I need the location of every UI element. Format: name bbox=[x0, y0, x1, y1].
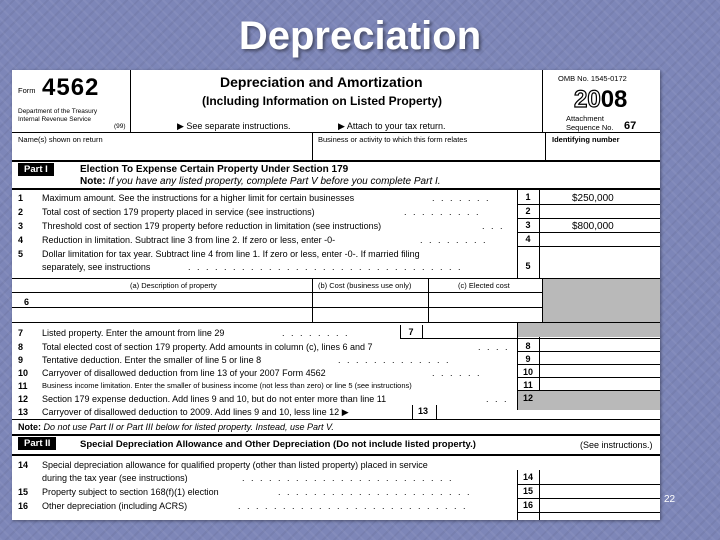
attach-return: ▶ Attach to your tax return. bbox=[338, 121, 446, 131]
part2-badge: Part II bbox=[18, 437, 56, 450]
line-2: 2 Total cost of section 179 property placed in service (see instructions) . . . . . . . . . 2 bbox=[18, 206, 531, 217]
final-note: Do not use Part II or Part III below for listed property. Instead, use Part V. bbox=[43, 422, 334, 432]
line-16: 16 Other depreciation (including ACRS) . . . . . . . . . . . . . . . . . . . . . . . . . . 16 bbox=[18, 500, 533, 511]
dept-line1: Department of the Treasury bbox=[18, 108, 98, 115]
slide-title: Depreciation bbox=[238, 14, 482, 58]
col-a-header: (a) Description of property bbox=[130, 281, 217, 290]
part2-heading: Special Depreciation Allowance and Other Depreciation (Do not include listed property.) bbox=[80, 439, 476, 450]
line-6-number: 6 bbox=[24, 297, 30, 307]
line-14: 14 Special depreciation allowance for qualified property (other than listed property) placed in service bbox=[18, 460, 428, 470]
line-10: 10 Carryover of disallowed deduction from line 13 of your 2007 Form 4562 . . . . . . 10 bbox=[18, 367, 533, 378]
line-3: 3 Threshold cost of section 179 property before reduction in limitation (see instructions) . . . 3 $800,000 bbox=[18, 220, 614, 232]
line-11: 11 Business income limitation. Enter the smaller of business income (not less than zero) or line 5 (see instructions) 11 bbox=[18, 380, 533, 391]
part1-note: If you have any listed property, complete Part V before you complete Part I. bbox=[108, 176, 441, 187]
form-title: Depreciation and Amortization bbox=[220, 74, 423, 90]
line-12: 12 Section 179 expense deduction. Add lines 9 and 10, but do not enter more than line 11 . . . 12 bbox=[18, 393, 533, 404]
part1-heading: Election To Expense Certain Property Under Section 179 bbox=[80, 164, 349, 175]
slide-number: 22 bbox=[664, 494, 676, 505]
line-9: 9 Tentative deduction. Enter the smaller of line 5 or line 8 . . . . . . . . . . . . . 9 bbox=[18, 354, 531, 365]
form-4562-image bbox=[12, 70, 660, 520]
line-1-value: $250,000 bbox=[572, 193, 614, 204]
line-7: 7 Listed property. Enter the amount from line 29 . . . . . . . . 7 bbox=[18, 327, 414, 338]
year-bold: 08 bbox=[600, 86, 628, 113]
business-label: Business or activity to which this form relates bbox=[318, 135, 468, 144]
line-5: 5 Dollar limitation for tax year. Subtract line 4 from line 1. If zero or less, enter -0-. If married filing bbox=[18, 249, 420, 259]
attachment-label: Attachment bbox=[566, 114, 604, 123]
line-14-continued: during the tax year (see instructions) . . . . . . . . . . . . . . . . . . . . . . . . 14 bbox=[42, 472, 533, 483]
omb-number: OMB No. 1545-0172 bbox=[558, 74, 627, 83]
final-note-label: Note: bbox=[18, 422, 41, 432]
form-number: 4562 bbox=[42, 74, 100, 101]
sequence-label: Sequence No. bbox=[566, 123, 614, 132]
line-3-value: $800,000 bbox=[572, 221, 614, 232]
see-instructions: ▶ See separate instructions. bbox=[177, 121, 291, 131]
line-13: 13 Carryover of disallowed deduction to 2009. Add lines 9 and 10, less line 12 ▶ 13 bbox=[18, 406, 428, 417]
line-5-continued: separately, see instructions . . . . . . . . . . . . . . . . . . . . . . . . . . . . . . . 5 bbox=[42, 261, 531, 272]
dept-line2: Internal Revenue Service bbox=[18, 116, 91, 123]
form-subtitle: (Including Information on Listed Property) bbox=[202, 94, 442, 108]
line-1: 1 Maximum amount. See the instructions for a higher limit for certain businesses . . . . . . . 1 $250,000 bbox=[18, 192, 614, 204]
form-word: Form bbox=[18, 86, 36, 95]
col-b-header: (b) Cost (business use only) bbox=[318, 281, 412, 290]
identifying-label: Identifying number bbox=[552, 135, 620, 144]
part2-see-instructions: (See instructions.) bbox=[580, 440, 653, 450]
line-8: 8 Total elected cost of section 179 property. Add amounts in column (c), lines 6 and 7 . . . . 8 bbox=[18, 341, 531, 352]
names-label: Name(s) shown on return bbox=[18, 135, 103, 144]
year-outline: 20 bbox=[574, 86, 601, 113]
part1-note-label: Note: bbox=[80, 176, 106, 187]
col-c-header: (c) Elected cost bbox=[458, 281, 510, 290]
part1-badge: Part I bbox=[18, 163, 54, 176]
sequence-number: 67 bbox=[624, 120, 637, 132]
line-15: 15 Property subject to section 168(f)(1) election . . . . . . . . . . . . . . . . . . . . . . 15 bbox=[18, 486, 533, 497]
line-4: 4 Reduction in limitation. Subtract line 3 from line 2. If zero or less, enter -0- . . . . . . . . 4 bbox=[18, 234, 531, 245]
code-99: (99) bbox=[114, 123, 126, 130]
